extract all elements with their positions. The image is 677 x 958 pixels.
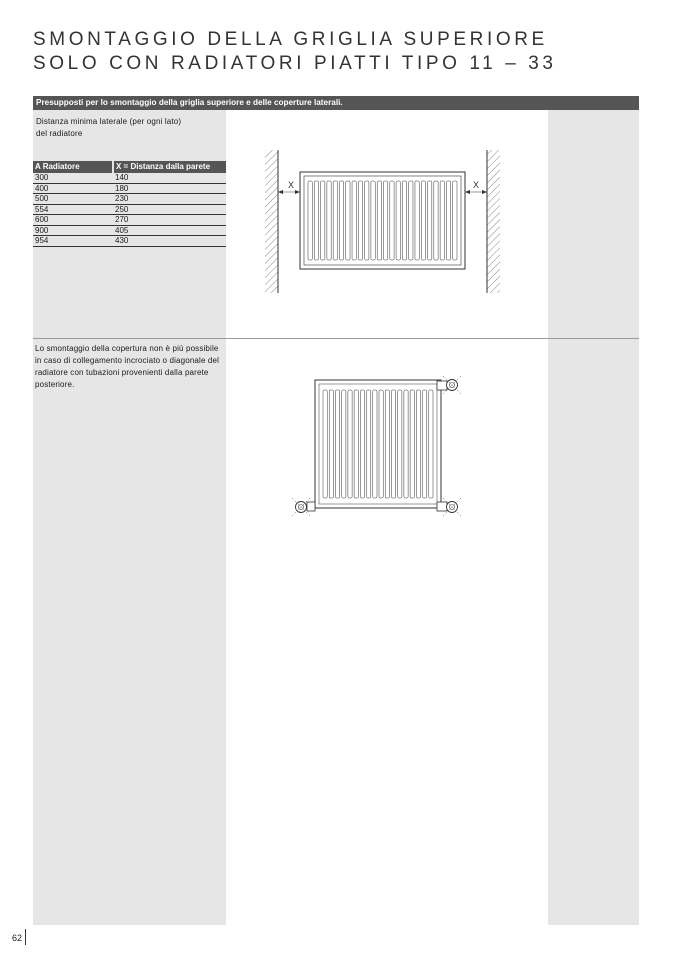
note-min-distance-line-1: Distanza minima laterale (per ogni lato)	[36, 117, 182, 126]
page-title-line-1: SMONTAGGIO DELLA GRIGLIA SUPERIORE	[33, 29, 548, 50]
section-divider	[33, 338, 639, 339]
table-cell-radiator: 300	[33, 173, 113, 183]
dimension-x-right	[465, 190, 487, 194]
note-cover-removal-line-2: in caso di collegamento incrociato o diagonale del	[35, 356, 220, 365]
note-min-distance-line-2: del radiatore	[36, 129, 83, 138]
note-cover-removal-line-3: radiatore con tubazioni provenienti dalla parete	[35, 368, 209, 377]
column-header-radiator: A Radiatore	[33, 161, 113, 173]
table-row	[33, 183, 226, 194]
table-header-row	[33, 161, 226, 173]
table-cell-distance: 405	[113, 225, 226, 236]
table-cell-radiator: 954	[33, 236, 113, 247]
table-row	[33, 215, 226, 226]
dimension-label-x-left: X	[287, 180, 295, 190]
table-cell-distance: 180	[113, 183, 226, 194]
right-column-background	[548, 110, 639, 925]
radiator-front-view	[300, 172, 465, 269]
table-cell-distance: 430	[113, 236, 226, 247]
dimension-x-left	[278, 190, 300, 194]
table-cell-distance: 250	[113, 204, 226, 215]
table-row	[33, 225, 226, 236]
table-cell-distance: 230	[113, 194, 226, 205]
table-cell-radiator: 900	[33, 225, 113, 236]
radiator-front-view	[315, 380, 441, 508]
column-header-distance: X = Distanza dalla parete	[113, 161, 226, 173]
table-cell-radiator: 600	[33, 215, 113, 226]
table-cell-radiator: 400	[33, 183, 113, 194]
table-cell-distance: 270	[113, 215, 226, 226]
table-row	[33, 236, 226, 247]
page-title-line-2: SOLO CON RADIATORI PIATTI TIPO 11 – 33	[33, 53, 557, 74]
dimension-label-x-right: X	[472, 180, 480, 190]
left-wall	[265, 150, 278, 293]
page-number: 62	[12, 933, 23, 943]
pipe-connection-bottom-left	[292, 498, 315, 516]
note-cover-removal-line-1: Lo smontaggio della copertura non è più possibile	[35, 344, 219, 353]
table-row	[33, 204, 226, 215]
table-row	[33, 173, 226, 183]
table-cell-distance: 140	[113, 173, 226, 183]
note-cover-removal-line-4: posteriore.	[35, 380, 75, 389]
right-wall	[487, 150, 500, 293]
table-cell-radiator: 554	[33, 204, 113, 215]
radiator-diagonal-connection-diagram	[282, 370, 472, 525]
page-number-divider	[25, 929, 26, 945]
table-cell-radiator: 500	[33, 194, 113, 205]
distance-table	[33, 161, 226, 247]
section-header-bar: Presupposti per lo smontaggio della griglia superiore e delle coperture laterali.	[33, 96, 639, 110]
radiator-wall-clearance-diagram	[260, 148, 510, 298]
table-row	[33, 194, 226, 205]
